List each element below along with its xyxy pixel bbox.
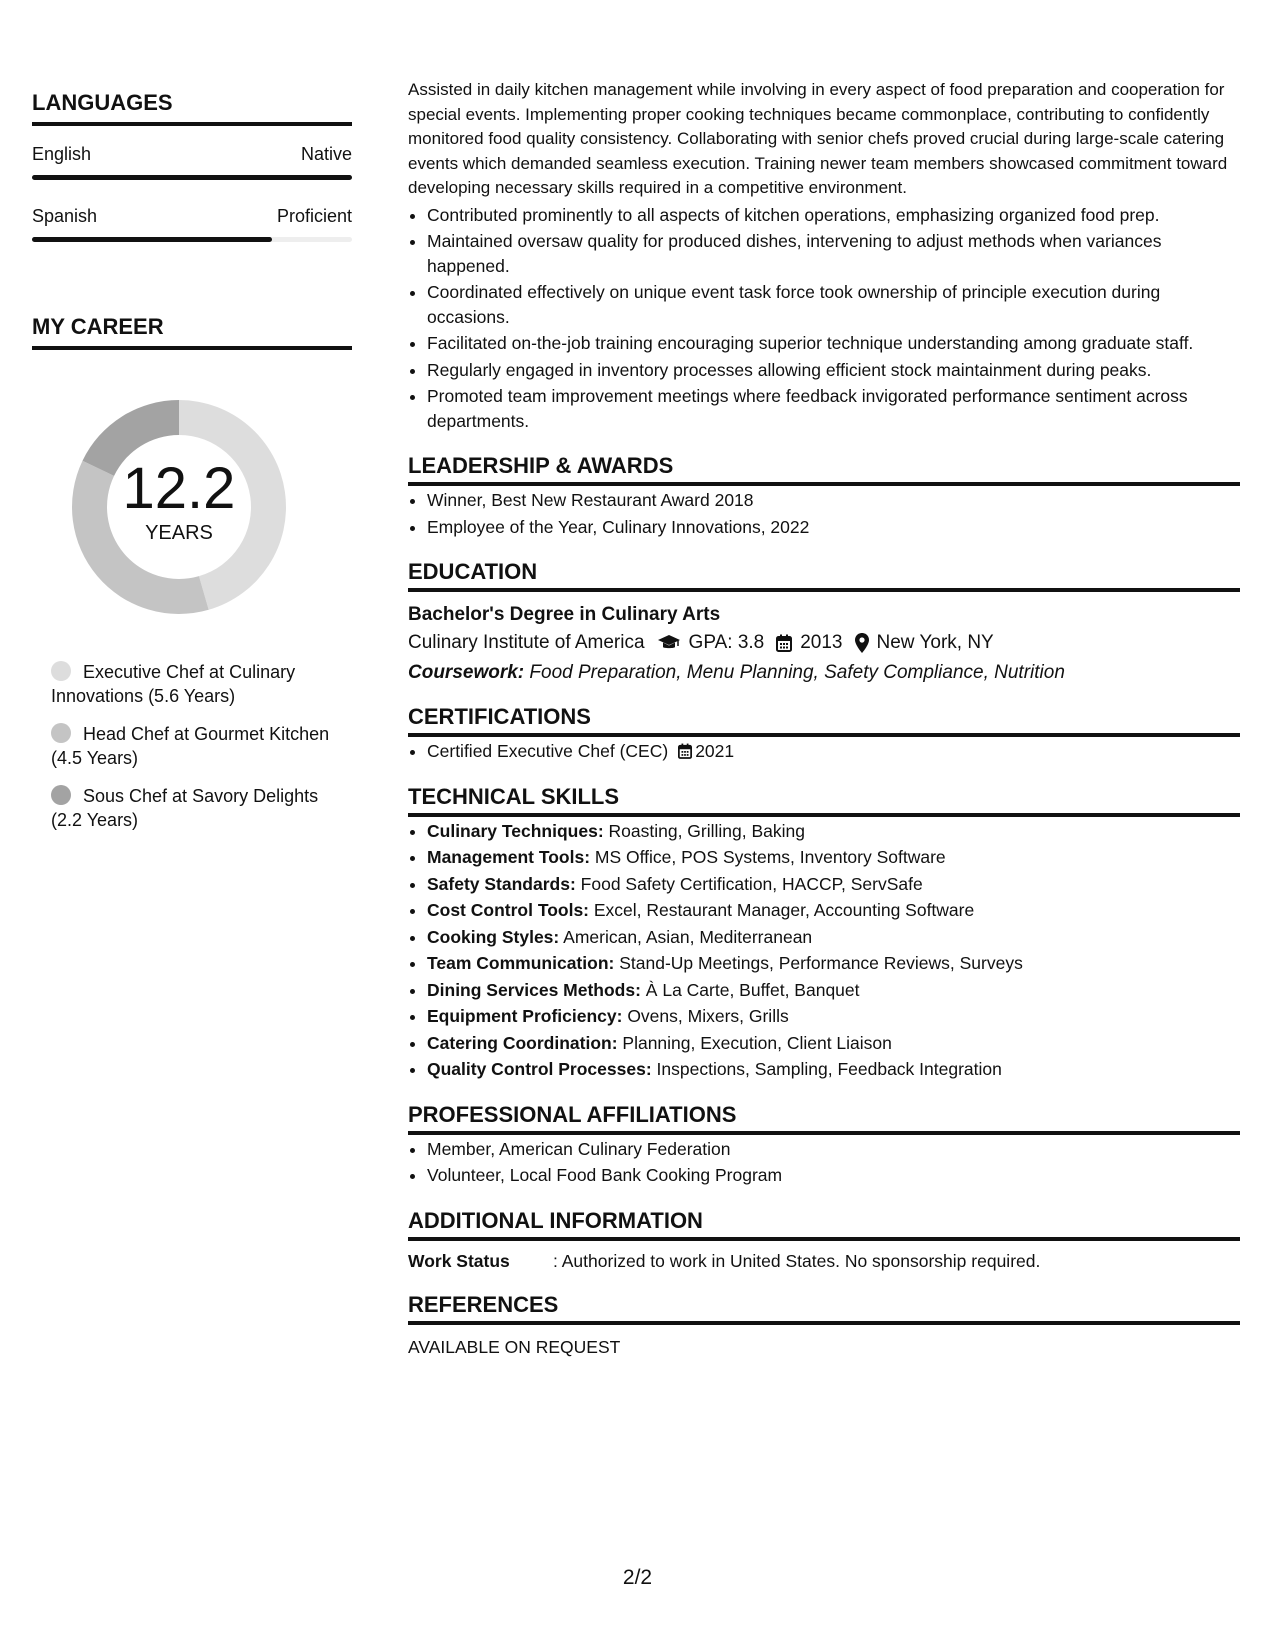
career-total-years: 12.2 xyxy=(122,455,236,521)
experience-bullet: • Facilitated on-the-job training encouraging superior technique understanding among graduate staff. xyxy=(427,331,1240,356)
skill-category: Team Communication: xyxy=(427,953,615,973)
skill-item xyxy=(427,845,1240,870)
skill-values: Stand-Up Meetings, Performance Reviews, Surveys xyxy=(614,953,1023,973)
affiliation-item: • Volunteer, Local Food Bank Cooking Program xyxy=(427,1163,1240,1188)
experience-bullet: • Regularly engaged in inventory processes allowing efficient stock maintainment during peaks. xyxy=(427,358,1240,383)
main-content xyxy=(408,78,1240,1358)
education-year: 2013 xyxy=(800,632,843,653)
calendar-icon xyxy=(776,634,792,652)
skill-category: Management Tools: xyxy=(427,847,591,867)
leadership-list xyxy=(408,488,1240,539)
legend-swatch xyxy=(51,785,71,805)
skill-values: À La Carte, Buffet, Banquet xyxy=(640,979,860,1000)
page-number: 2/2 xyxy=(622,1566,653,1589)
skills-heading: TECHNICAL SKILLS xyxy=(408,784,1240,817)
legend-swatch xyxy=(51,661,71,681)
legend-label: Executive Chef at Culinary Innovations (5.6 Years) xyxy=(51,662,296,706)
skill-item xyxy=(427,898,1240,923)
skill-category: Cost Control Tools: xyxy=(427,900,590,920)
experience-bullet: • Coordinated effectively on unique event task force took ownership of principle execution during occasions. xyxy=(427,280,1240,329)
language-item xyxy=(32,206,352,242)
experience-summary: Assisted in daily kitchen management while involving in every aspect of food preparation and cooperation for special events. Implementing proper cooking techniques became commonplace, contributing to confidently monitored food quality consistency. Collaborating with senior chefs proved crucial during large-scale catering events which demanded seamless execution. Training newer team members showcased commitment toward developing necessary skills required in a competitive environment. xyxy=(408,80,1228,197)
language-item xyxy=(32,144,352,180)
language-level: Native xyxy=(300,144,352,164)
skill-values: Roasting, Grilling, Baking xyxy=(603,820,806,841)
certification-year: 2021 xyxy=(695,741,735,761)
affiliations-heading: PROFESSIONAL AFFILIATIONS xyxy=(408,1102,1240,1135)
language-proficiency-fill xyxy=(32,175,352,180)
skill-values: American, Asian, Mediterranean xyxy=(559,926,813,947)
skill-item xyxy=(427,1057,1240,1082)
skill-item xyxy=(427,951,1240,976)
legend-label: Head Chef at Gourmet Kitchen (4.5 Years) xyxy=(51,724,330,768)
career-heading: MY CAREER xyxy=(32,314,352,350)
language-name: English xyxy=(32,144,92,164)
education-location: New York, NY xyxy=(876,632,994,653)
location-pin-icon xyxy=(855,633,869,653)
references-heading: REFERENCES xyxy=(408,1292,1240,1325)
language-proficiency-bar xyxy=(32,175,352,180)
skill-item xyxy=(427,1031,1240,1056)
skill-item xyxy=(427,1004,1240,1029)
skill-category: Catering Coordination: xyxy=(427,1032,618,1053)
legend-item xyxy=(51,660,341,708)
skill-values: Food Safety Certification, HACCP, ServSafe xyxy=(575,873,923,894)
education-school: Culinary Institute of America xyxy=(408,632,645,653)
education-gpa: GPA: 3.8 xyxy=(688,632,765,653)
education-details xyxy=(408,632,1240,654)
certifications-heading: CERTIFICATIONS xyxy=(408,704,1240,737)
skill-item xyxy=(427,819,1240,844)
certification-name: Certified Executive Chef (CEC) xyxy=(427,741,669,761)
references-text: AVAILABLE ON REQUEST xyxy=(408,1336,621,1357)
skills-list xyxy=(408,819,1240,1082)
certification-item xyxy=(427,739,1240,764)
career-legend xyxy=(51,660,352,832)
skill-values: MS Office, POS Systems, Inventory Software xyxy=(590,847,946,867)
calendar-icon xyxy=(678,743,692,759)
languages-heading: LANGUAGES xyxy=(32,90,352,126)
leadership-heading: LEADERSHIP & AWARDS xyxy=(408,453,1240,486)
education-degree: Bachelor's Degree in Culinary Arts xyxy=(408,604,721,625)
skill-values: Inspections, Sampling, Feedback Integration xyxy=(651,1059,1002,1079)
work-status-label: Work Status xyxy=(408,1250,510,1271)
skill-item xyxy=(427,978,1240,1003)
experience-bullet: • Contributed prominently to all aspects of kitchen operations, emphasizing organized food prep. xyxy=(427,203,1240,228)
award-item: • Winner, Best New Restaurant Award 2018 xyxy=(427,488,1240,513)
skill-category: Culinary Techniques: xyxy=(427,820,604,841)
coursework-list: Food Preparation, Menu Planning, Safety Compliance, Nutrition xyxy=(524,662,1065,683)
award-item: • Employee of the Year, Culinary Innovations, 2022 xyxy=(427,515,1240,540)
education-coursework xyxy=(408,662,1240,684)
coursework-label: Coursework: xyxy=(408,662,525,683)
legend-item xyxy=(51,784,341,832)
work-status-row xyxy=(408,1251,1240,1272)
skill-category: Equipment Proficiency: xyxy=(427,1006,623,1026)
career-donut-chart xyxy=(64,392,294,622)
experience-bullets xyxy=(408,203,1240,434)
language-proficiency-fill xyxy=(32,237,272,242)
certifications-list xyxy=(408,739,1240,764)
affiliations-list xyxy=(408,1137,1240,1188)
skill-category: Dining Services Methods: xyxy=(427,979,641,1000)
language-name: Spanish xyxy=(32,206,98,226)
legend-item xyxy=(51,722,341,770)
sidebar xyxy=(32,90,352,846)
skill-item xyxy=(427,872,1240,897)
language-proficiency-bar xyxy=(32,237,352,242)
skill-values: Planning, Execution, Client Liaison xyxy=(617,1032,892,1053)
career-total-unit: YEARS xyxy=(145,521,213,544)
legend-swatch xyxy=(51,723,71,743)
additional-info-heading: ADDITIONAL INFORMATION xyxy=(408,1208,1240,1241)
legend-label: Sous Chef at Savory Delights (2.2 Years) xyxy=(51,786,319,830)
work-status-value: : Authorized to work in United States. No sponsorship required. xyxy=(553,1250,1041,1271)
education-heading: EDUCATION xyxy=(408,559,1240,592)
skill-item xyxy=(427,925,1240,950)
skill-values: Ovens, Mixers, Grills xyxy=(622,1006,789,1026)
skill-category: Quality Control Processes: xyxy=(427,1059,652,1079)
skill-values: Excel, Restaurant Manager, Accounting Software xyxy=(589,900,975,920)
skill-category: Safety Standards: xyxy=(427,873,576,894)
language-level: Proficient xyxy=(276,206,352,226)
experience-bullet: • Promoted team improvement meetings where feedback invigorated performance sentiment across departments. xyxy=(427,384,1240,433)
experience-bullet: • Maintained oversaw quality for produced dishes, intervening to adjust methods when variances happened. xyxy=(427,229,1240,278)
skill-category: Cooking Styles: xyxy=(427,926,560,947)
affiliation-item: • Member, American Culinary Federation xyxy=(427,1137,1240,1162)
graduation-cap-icon xyxy=(657,634,681,652)
